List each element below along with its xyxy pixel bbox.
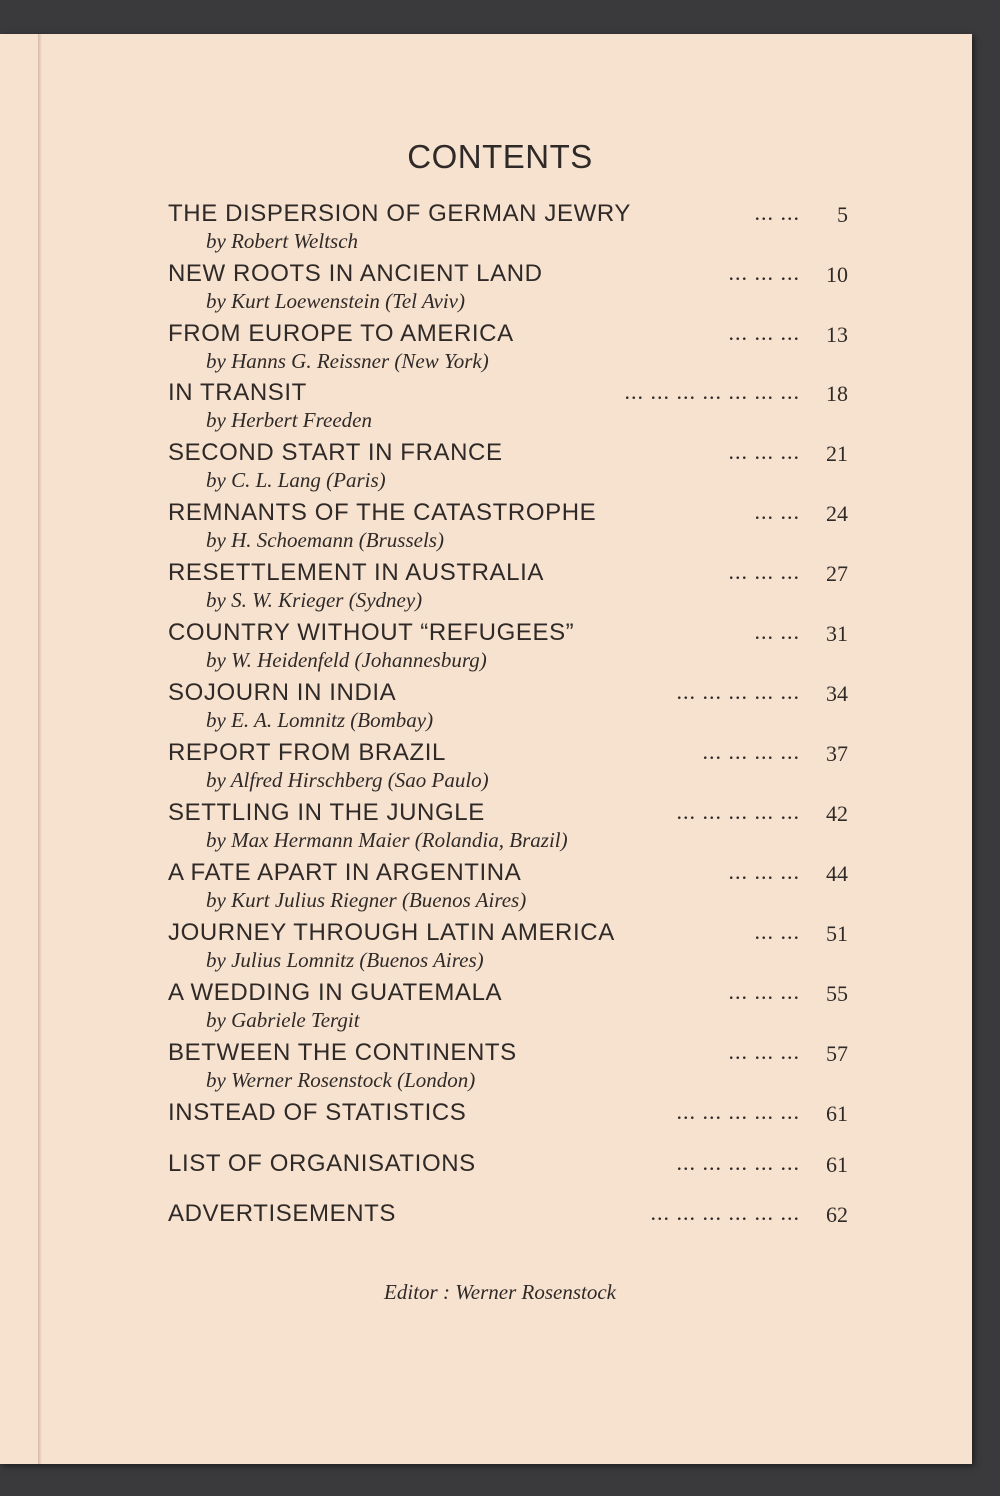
toc-entry-row <box>168 919 858 949</box>
toc-entry <box>168 739 858 791</box>
toc-entry-page-number: 61 <box>826 1101 848 1126</box>
toc-entry <box>168 679 858 731</box>
toc-entry-author: by Alfred Hirschberg (Sao Paulo) <box>206 768 489 792</box>
dot-leader: ... ... ... ... ... ... ... <box>624 379 800 404</box>
toc-entry-title: LIST OF ORGANISATIONS <box>168 1150 476 1177</box>
toc-entry-author: by C. L. Lang (Paris) <box>206 468 386 492</box>
toc-entry <box>168 1039 858 1091</box>
dot-leader: ... ... <box>754 919 800 944</box>
toc-entry <box>168 799 858 851</box>
toc-entry-row <box>168 320 858 350</box>
toc-entry-page-number: 44 <box>826 861 848 886</box>
toc-entry-page-number: 37 <box>826 741 848 766</box>
toc-entry-row <box>168 739 858 769</box>
toc-entry <box>168 260 858 312</box>
toc-entry-page-number: 24 <box>826 501 848 526</box>
dot-leader: ... ... ... ... ... <box>676 1150 800 1175</box>
toc-entry-row <box>168 379 858 409</box>
toc-entry-page-number: 10 <box>826 262 848 287</box>
dot-leader: ... ... ... <box>728 320 800 345</box>
toc-entry-page-number: 5 <box>837 202 848 227</box>
toc-entry-page-number: 21 <box>826 441 848 466</box>
toc-entry-row <box>168 559 858 589</box>
toc-entry-author: by Gabriele Tergit <box>206 1008 360 1032</box>
toc-entry-author: by Hanns G. Reissner (New York) <box>206 349 489 373</box>
toc-entry-author: by Julius Lomnitz (Buenos Aires) <box>206 948 484 972</box>
toc-entry-page-number: 42 <box>826 801 848 826</box>
toc-entry <box>168 379 858 431</box>
toc-entry-row <box>168 799 858 829</box>
dot-leader: ... ... <box>754 499 800 524</box>
toc-entry-title: COUNTRY WITHOUT “REFUGEES” <box>168 619 575 646</box>
toc-entry-row <box>168 859 858 889</box>
toc-entry <box>168 979 858 1031</box>
toc-entry-page-number: 61 <box>826 1152 848 1177</box>
toc-entry-author: by E. A. Lomnitz (Bombay) <box>206 708 434 732</box>
toc-entry-author: by Robert Weltsch <box>206 229 359 253</box>
toc-entry-title: INSTEAD OF STATISTICS <box>168 1099 467 1126</box>
dot-leader: ... ... ... <box>728 979 800 1004</box>
toc-entry <box>168 1200 858 1230</box>
toc-entry-author: by S. W. Krieger (Sydney) <box>206 588 423 612</box>
toc-entry-title: REMNANTS OF THE CATASTROPHE <box>168 499 597 526</box>
toc-entry-row <box>168 499 858 529</box>
toc-entry-page-number: 13 <box>826 322 848 347</box>
toc-entry-title: JOURNEY THROUGH LATIN AMERICA <box>168 919 615 946</box>
dot-leader: ... ... ... ... <box>702 739 800 764</box>
toc-entry-author: by Werner Rosenstock (London) <box>206 1068 476 1092</box>
toc-entry-row <box>168 679 858 709</box>
toc-entry-title: SOJOURN IN INDIA <box>168 679 397 706</box>
contents-heading: CONTENTS <box>407 138 593 175</box>
toc-entry <box>168 919 858 971</box>
toc-entry <box>168 320 858 372</box>
toc-entry-author: by Herbert Freeden <box>206 408 372 432</box>
dot-leader: ... ... ... ... ... <box>676 1099 800 1124</box>
toc-entry-title: A WEDDING IN GUATEMALA <box>168 979 503 1006</box>
toc-entry-page-number: 31 <box>826 621 848 646</box>
toc-entry-title: NEW ROOTS IN ANCIENT LAND <box>168 260 543 287</box>
toc-entry-row <box>168 1099 858 1129</box>
toc-entry-row <box>168 1039 858 1069</box>
dot-leader: ... ... ... <box>728 439 800 464</box>
toc-entry <box>168 1099 858 1129</box>
dot-leader: ... ... <box>754 619 800 644</box>
toc-entry-title: RESETTLEMENT IN AUSTRALIA <box>168 559 544 586</box>
toc-entry-author: by W. Heidenfeld (Johannesburg) <box>206 648 487 672</box>
toc-entry <box>168 439 858 491</box>
toc-entry-page-number: 27 <box>826 561 848 586</box>
toc-entry-author: by Kurt Julius Riegner (Buenos Aires) <box>206 888 527 912</box>
toc-entry-title: A FATE APART IN ARGENTINA <box>168 859 522 886</box>
toc-entry <box>168 559 858 611</box>
toc-entry-row <box>168 1200 858 1230</box>
toc-entry <box>168 859 858 911</box>
toc-entry-row <box>168 619 858 649</box>
dot-leader: ... ... ... <box>728 859 800 884</box>
toc-entry-title: BETWEEN THE CONTINENTS <box>168 1039 517 1066</box>
toc-entry-row <box>168 1150 858 1180</box>
toc-entry-row <box>168 439 858 469</box>
toc-entry-title: ADVERTISEMENTS <box>168 1200 396 1227</box>
editor-credit: Editor : Werner Rosenstock <box>384 1280 616 1304</box>
dot-leader: ... ... ... <box>728 559 800 584</box>
toc-entry-title: REPORT FROM BRAZIL <box>168 739 446 766</box>
toc-entry-row <box>168 260 858 290</box>
toc-entry <box>168 1150 858 1180</box>
toc-entry-row <box>168 200 858 230</box>
dot-leader: ... ... ... <box>728 1039 800 1064</box>
dot-leader: ... ... ... ... ... <box>676 799 800 824</box>
toc-entry-author: by H. Schoemann (Brussels) <box>206 528 444 552</box>
dot-leader: ... ... ... ... ... ... <box>650 1200 800 1225</box>
toc-entry <box>168 619 858 671</box>
toc-entry <box>168 499 858 551</box>
toc-entry-title: SETTLING IN THE JUNGLE <box>168 799 485 826</box>
toc-entry-title: SECOND START IN FRANCE <box>168 439 503 466</box>
toc-entry-page-number: 62 <box>826 1202 848 1227</box>
toc-entry-title: THE DISPERSION OF GERMAN JEWRY <box>168 200 631 227</box>
dot-leader: ... ... <box>754 200 800 225</box>
toc-entry-author: by Kurt Loewenstein (Tel Aviv) <box>206 289 465 313</box>
toc-entry-page-number: 55 <box>826 981 848 1006</box>
dot-leader: ... ... ... ... ... <box>676 679 800 704</box>
toc-entry-title: IN TRANSIT <box>168 379 307 406</box>
toc-entry-author: by Max Hermann Maier (Rolandia, Brazil) <box>206 828 568 852</box>
toc-entry-page-number: 51 <box>826 921 848 946</box>
toc-entry-row <box>168 979 858 1009</box>
dot-leader: ... ... ... <box>728 260 800 285</box>
toc-entry-page-number: 34 <box>826 681 848 706</box>
toc-entry <box>168 200 858 252</box>
toc-entry-page-number: 18 <box>826 381 848 406</box>
toc-entry-title: FROM EUROPE TO AMERICA <box>168 320 514 347</box>
toc-entry-page-number: 57 <box>826 1041 848 1066</box>
